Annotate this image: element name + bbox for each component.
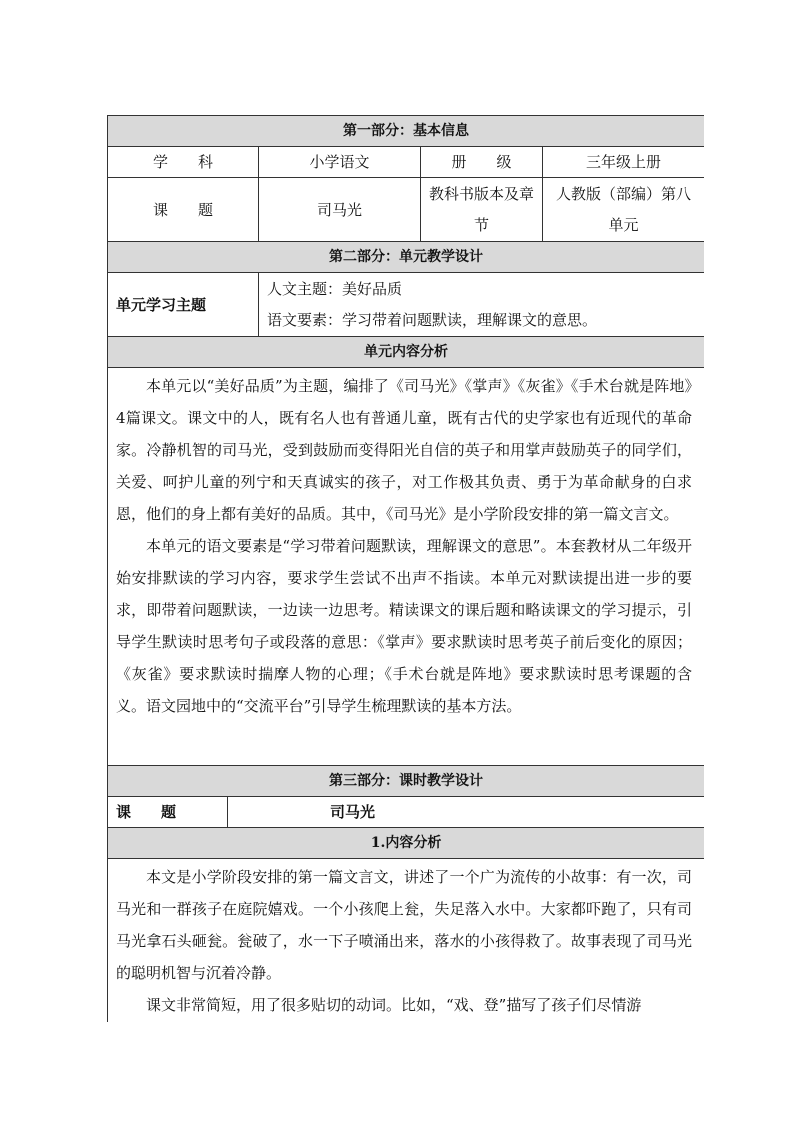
edition-label: 教科书版本及章节 — [421, 178, 543, 242]
content-paragraph-2: 课文非常简短，用了很多贴切的动词。比如，“戏、登”描写了孩子们尽情游 — [146, 996, 642, 1014]
topic-value: 司马光 — [259, 178, 421, 242]
unit-paragraph-1: 本单元以“美好品质”为主题，编排了《司马光》《掌声》《灰雀》《手术台就是阵地》4篇课文。课文中的人，既有名人也有普通儿童，既有古代的史学家也有近现代的革命家。冷静机智的司马光，受到鼓励而变得阳光自信的英子和用掌声鼓励英子的同学们，关爱、呵护儿童的列宁和天真诚实的孩子，对工作极其负责、勇于为革命献身的白求恩，他们的身上都有美好的品质。其中，《司马光》是小学阶段安排的第一篇文言文。 — [116, 377, 693, 523]
content-paragraph-1: 本文是小学阶段安排的第一篇文言文，讲述了一个广为流传的小故事：有一次，司马光和一群孩子在庭院嬉戏。一个小孩爬上瓮，失足落入水中。大家都吓跑了，只有司马光拿石头砸瓮。瓮破了，水一下子喷涌出来，落水的小孩得救了。故事表现了司马光的聪明机智与沉着冷静。 — [116, 868, 693, 982]
unit-theme-content — [259, 273, 705, 337]
subject-value: 小学语文 — [259, 147, 421, 178]
unit-analysis-body — [108, 368, 705, 766]
unit-paragraph-2: 本单元的语文要素是“学习带着问题默读，理解课文的意思”。本套教材从二年级开始安排默读的学习内容，要求学生尝试不出声不指读。本单元对默读提出进一步的要求，即带着问题默读，一边读一边思考。精读课文的课后题和略读课文的学习提示，引导学生默读时思考句子或段落的意思：《掌声》要求默读时思考英子前后变化的原因；《灰雀》要求默读时揣摩人物的心理；《手术台就是阵地》要求默读时思考课题的含义。语文园地中的“交流平台”引导学生梳理默读的基本方法。 — [116, 537, 693, 715]
lesson-plan-table — [107, 115, 704, 1022]
document-page — [107, 115, 704, 1022]
content-analysis-header: 1.内容分析 — [108, 828, 705, 859]
unit-analysis-header: 单元内容分析 — [108, 337, 705, 368]
subject-label: 学 科 — [108, 147, 259, 178]
language-element: 语文要素：学习带着问题默读，理解课文的意思。 — [267, 310, 598, 329]
content-analysis-body — [108, 859, 705, 1023]
grade-value: 三年级上册 — [543, 147, 705, 178]
humanistic-theme: 人文主题：美好品质 — [267, 279, 403, 298]
topic-label: 课 题 — [108, 178, 259, 242]
lesson-topic-label: 课 题 — [108, 797, 228, 828]
part2-header: 第二部分：单元教学设计 — [108, 242, 705, 273]
grade-label: 册 级 — [421, 147, 543, 178]
edition-value: 人教版（部编）第八单元 — [543, 178, 705, 242]
part1-header: 第一部分：基本信息 — [108, 116, 705, 147]
unit-theme-label: 单元学习主题 — [108, 273, 259, 337]
part3-header: 第三部分：课时教学设计 — [108, 766, 705, 797]
lesson-topic-value: 司马光 — [228, 797, 705, 828]
